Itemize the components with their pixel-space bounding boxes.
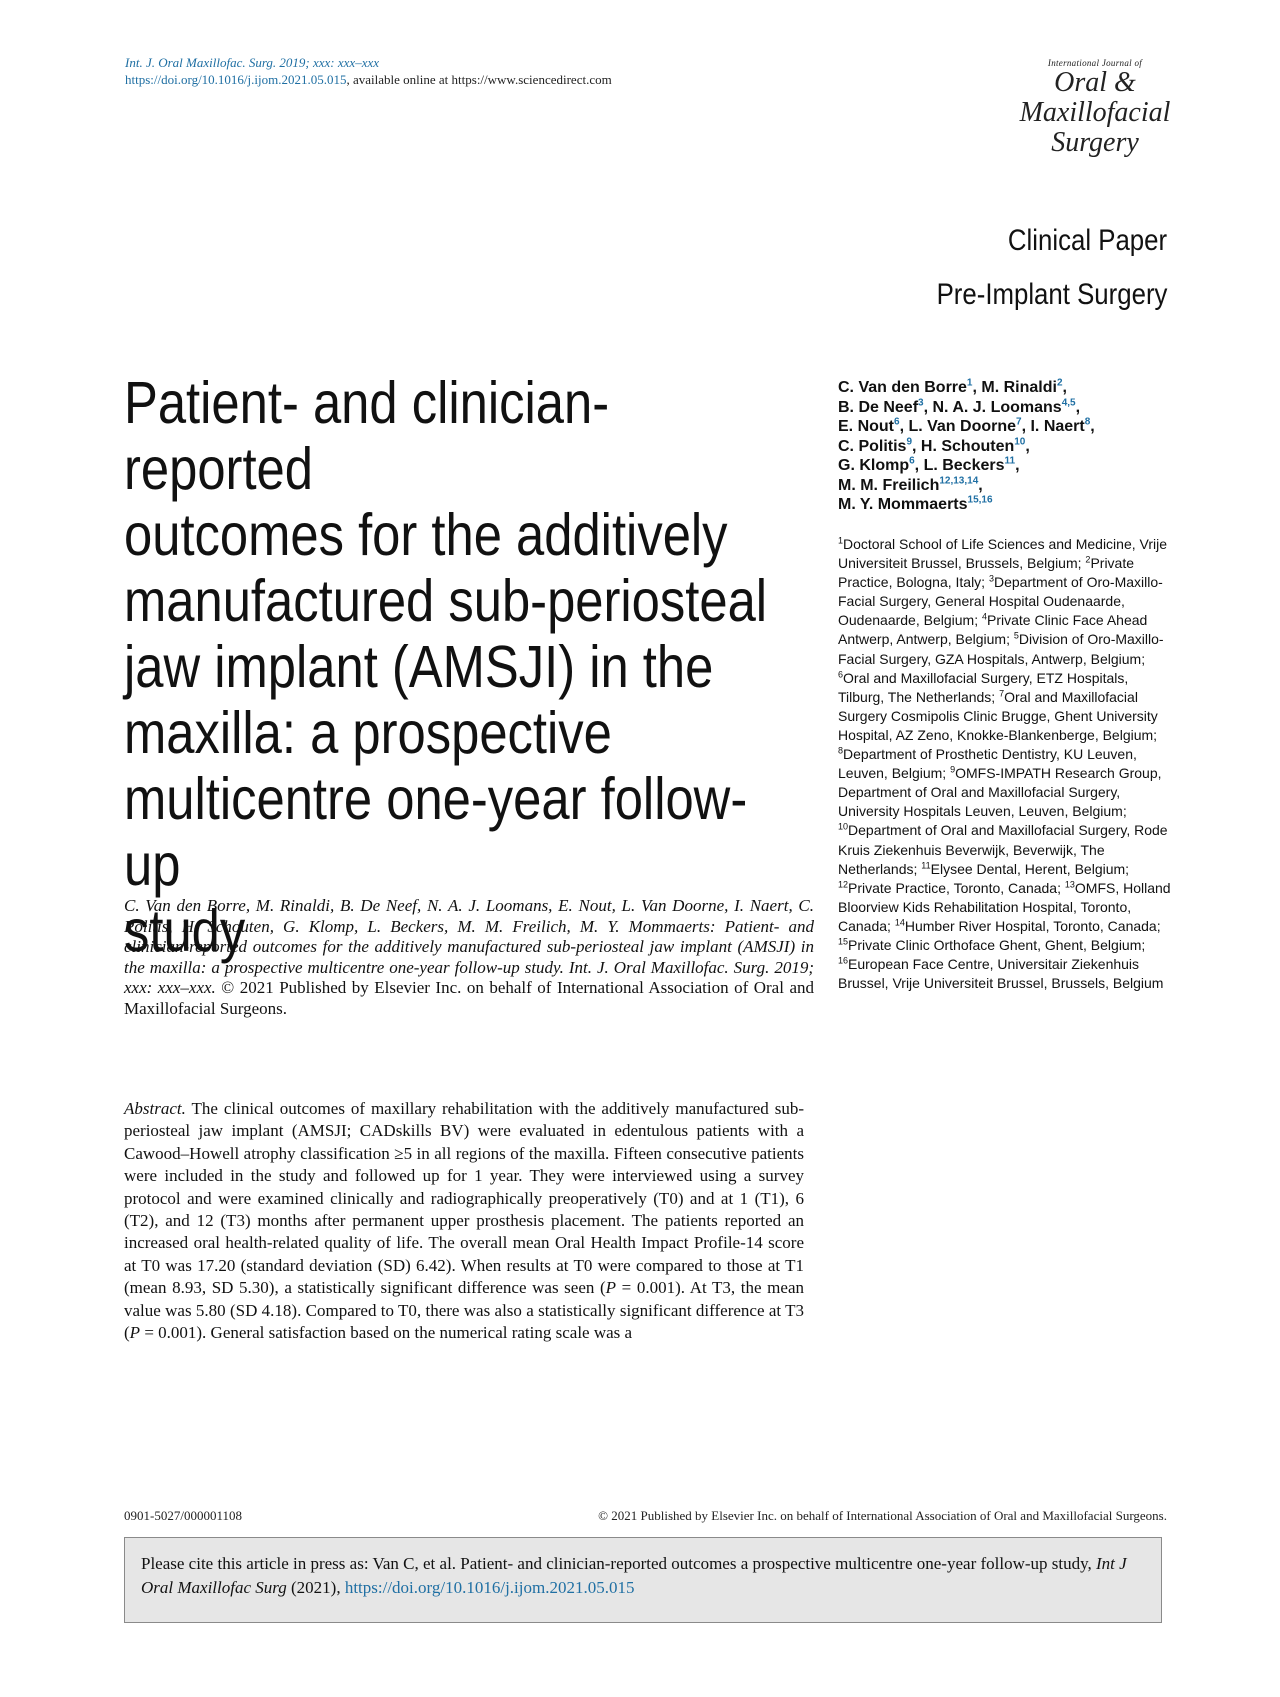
affil-number: 2 [1085,554,1091,565]
title-line: outcomes for the additively [124,502,728,568]
logo-line-3: Surgery [1051,127,1139,158]
author-name: , L. Van Doorne [899,418,1017,435]
affil-text: Doctoral School of Life Sciences and Medicine, Vrije Universiteit Brussel, Brussels, Belgium; [838,536,1167,572]
citation-copyright: © 2021 Published by Elsevier Inc. on behalf of International Association of Oral and Maxillofacial Surgeons. [124,978,814,1018]
affil-number: 1 [838,535,844,546]
article-title [124,370,778,964]
affil-number: 16 [838,955,849,966]
author-name: B. De Neef [838,398,919,416]
affil-text: OMFS, Holland Bloorview Kids Rehabilitation Hospital, Toronto, Canada; [838,879,1171,934]
cite-doi-link[interactable]: https://doi.org/10.1016/j.ijom.2021.05.015 [344,1578,635,1597]
footer-copyright: © 2021 Published by Elsevier Inc. on behalf of International Association of Oral and Maxillofacial Surgeons. [598,1508,1167,1523]
affil-number: 5 [1013,630,1019,641]
cite-journal: Int J Oral Maxillofac Surg [141,1554,1127,1597]
affil-text: Division of Oro-Maxillo-Facial Surgery, GZA Hospitals, Antwerp, Belgium; [838,631,1164,667]
author-name: E. Nout [838,418,894,435]
paper-subcategory: Pre-Implant Surgery [936,278,1167,311]
author-affil-ref[interactable]: 11 [1004,455,1016,467]
affil-text: OMFS-IMPATH Research Group, Department of Oral and Maxillofacial Surgery, University Hospitals Leuven, Leuven, Belgium; [838,765,1162,820]
affil-number: 11 [921,859,931,870]
doi-link[interactable]: https://doi.org/10.1016/j.ijom.2021.05.015 [125,72,347,87]
author-affil-ref[interactable]: 4,5 [1061,397,1076,409]
citation-italic: C. Van den Borre, M. Rinaldi, B. De Neef, N. A. J. Loomans, E. Nout, L. Van Doorne, I. Naert, C. Politis, H. Schouten, G. Klomp, L. Beckers, M. M. Freilich, M. Y. Mommaerts: Patient- and clinician-reported outcomes for the additively manufactured sub-periosteal jaw implant (AMSJI) in the maxilla: a prospective multicentre one-year follow-up study. Int. J. Oral Maxillofac. Surg. 2019; xxx: xxx–xxx. [124,896,814,997]
issn-code: 0901-5027/000001108 [124,1508,242,1523]
author-name: G. Klomp [838,457,910,474]
separator: , [1075,398,1081,416]
cite-article-box [124,1537,1162,1623]
affil-number: 12 [838,879,849,890]
cite-year: (2021), [286,1578,345,1597]
affil-number: 8 [838,745,844,756]
abstract-label: Abstract. [124,1099,186,1118]
separator: , [978,476,983,494]
journal-ref-line: Int. J. Oral Maxillofac. Surg. 2019; xxx: xxx–xxx [125,55,380,70]
affil-text: European Face Centre, Universitair Ziekenhuis Brussel, Vrije Universiteit Brussel, Brussels, Belgium [838,956,1164,992]
author-affil-ref[interactable]: 8 [1084,416,1091,428]
author-name: M. M. Freilich [838,476,940,494]
title-line: multicentre one-year follow-up [124,766,748,898]
abstract [124,1098,804,1344]
affil-number: 15 [838,936,849,947]
abstract-text: = 0.001). General satisfaction based on the numerical rating scale was a [140,1323,633,1343]
affil-text: Department of Prosthetic Dentistry, KU Leuven, Leuven, Belgium; [838,746,1137,782]
author-name: , H. Schouten [912,437,1015,455]
available-online-text: , available online at https://www.sciencedirect.com [346,72,612,87]
affil-text: Elysee Dental, Herent, Belgium; [930,860,1130,877]
author-name: C. Van den Borre [838,379,967,396]
title-line: jaw implant (AMSJI) in the [124,634,714,700]
affil-number: 7 [999,688,1005,699]
author-affil-ref[interactable]: 6 [909,455,915,467]
affil-text: Humber River Hospital, Toronto, Canada; [904,917,1161,934]
abstract-text: = 0.001). At T3, the mean value was 5.80 (SD 4.18). Compared to T0, there was also a statistically significant difference at T3 ( [124,1278,804,1343]
author-affil-ref[interactable]: 7 [1016,416,1022,428]
p-value-symbol: P [129,1323,141,1343]
affil-number: 13 [1064,879,1075,890]
affil-number: 9 [950,764,956,775]
author-name: , I. Naert [1021,418,1085,435]
affil-number: 14 [894,917,905,928]
logo-line-2: Maxillofacial [1019,97,1171,128]
author-affil-ref[interactable]: 15,16 [967,494,993,506]
affil-number: 6 [838,669,844,679]
journal-logo [1010,58,1180,158]
paper-category: Clinical Paper [1007,224,1167,257]
affil-text: Private Practice, Bologna, Italy; [838,555,1135,591]
separator: , [1025,437,1030,455]
abstract-text: The clinical outcomes of maxillary rehabilitation with the additively manufactured sub-periosteal jaw implant (AMSJI; CADskills BV) were evaluated in edentulous patients with a Cawood–Howell atrophy classification ≥5 in all regions of the maxilla. Fifteen consecutive patients were included in the study and followed up for 1 year. They were interviewed using a survey protocol and were examined clinically and radiographically preoperatively (T0) and at 1 (T1), 6 (T2), and 12 (T3) months after permanent upper prosthesis placement. The patients reported an increased oral health-related quality of life. The overall mean Oral Health Impact Profile-14 score at T0 was 17.20 (standard deviation (SD) 6.42). When results at T0 were compared to those at T1 (mean 8.93, SD 5.30), a statistically significant difference was seen ( [124,1099,804,1298]
author-affil-ref[interactable]: 12,13,14 [939,475,979,487]
author-affil-ref[interactable]: 2 [1056,377,1063,389]
author-affil-ref[interactable]: 3 [918,397,924,409]
affil-text: Department of Oral and Maxillofacial Surgery, Rode Kruis Ziekenhuis Beverwijk, Beverwijk, The Netherlands; [838,822,1168,877]
author-affil-ref[interactable]: 6 [894,416,900,428]
affiliations [838,535,1173,993]
affil-text: Private Clinic Face Ahead Antwerp, Antwerp, Belgium; [838,612,1148,648]
affil-number: 3 [988,573,994,584]
author-affil-ref[interactable]: 10 [1014,436,1026,448]
logo-small-text: International Journal of [1047,58,1143,68]
affil-text: Private Clinic Orthoface Ghent, Ghent, Belgium; [848,936,1146,953]
affil-text: Private Practice, Toronto, Canada; [848,879,1065,896]
author-name: , N. A. J. Loomans [923,398,1062,416]
separator: , [1062,379,1067,396]
author-affil-ref[interactable]: 1 [966,377,973,389]
separator: , [1090,418,1095,435]
author-name: C. Politis [838,437,907,455]
cite-prefix: Please cite this article in press as: Van C, et al. Patient- and clinician-reported outcomes a prospective multicentre one-year follow-up study, [141,1554,1097,1573]
separator: , [1015,457,1020,474]
author-affil-ref[interactable]: 9 [906,436,913,448]
p-value-symbol: P [605,1278,617,1298]
title-line: manufactured sub-periosteal [124,568,768,634]
logo-line-1: Oral & [1054,67,1136,98]
title-line: study [124,898,246,964]
affil-text: Oral and Maxillofacial Surgery, ETZ Hospitals, Tilburg, The Netherlands; [838,669,1129,705]
how-to-cite [124,896,814,1019]
title-line: maxilla: a prospective [124,700,612,766]
affil-number: 10 [838,821,849,832]
affil-number: 4 [981,611,987,622]
journal-reference [125,54,612,88]
author-name: M. Y. Mommaerts [838,496,968,513]
affil-text: Oral and Maxillofacial Surgery Cosmipolis Clinic Brugge, Ghent University Hospital, AZ Zeno, Knokke-Blankenberge, Belgium; [838,688,1158,743]
affil-text: Department of Oro-Maxillo-Facial Surgery, General Hospital Oudenaarde, Oudenaarde, Belgium; [838,574,1163,629]
author-name: , M. Rinaldi [972,379,1057,396]
title-line: Patient- and clinician-reported [124,370,610,502]
author-list [838,378,1168,515]
author-name: , L. Beckers [914,457,1005,474]
